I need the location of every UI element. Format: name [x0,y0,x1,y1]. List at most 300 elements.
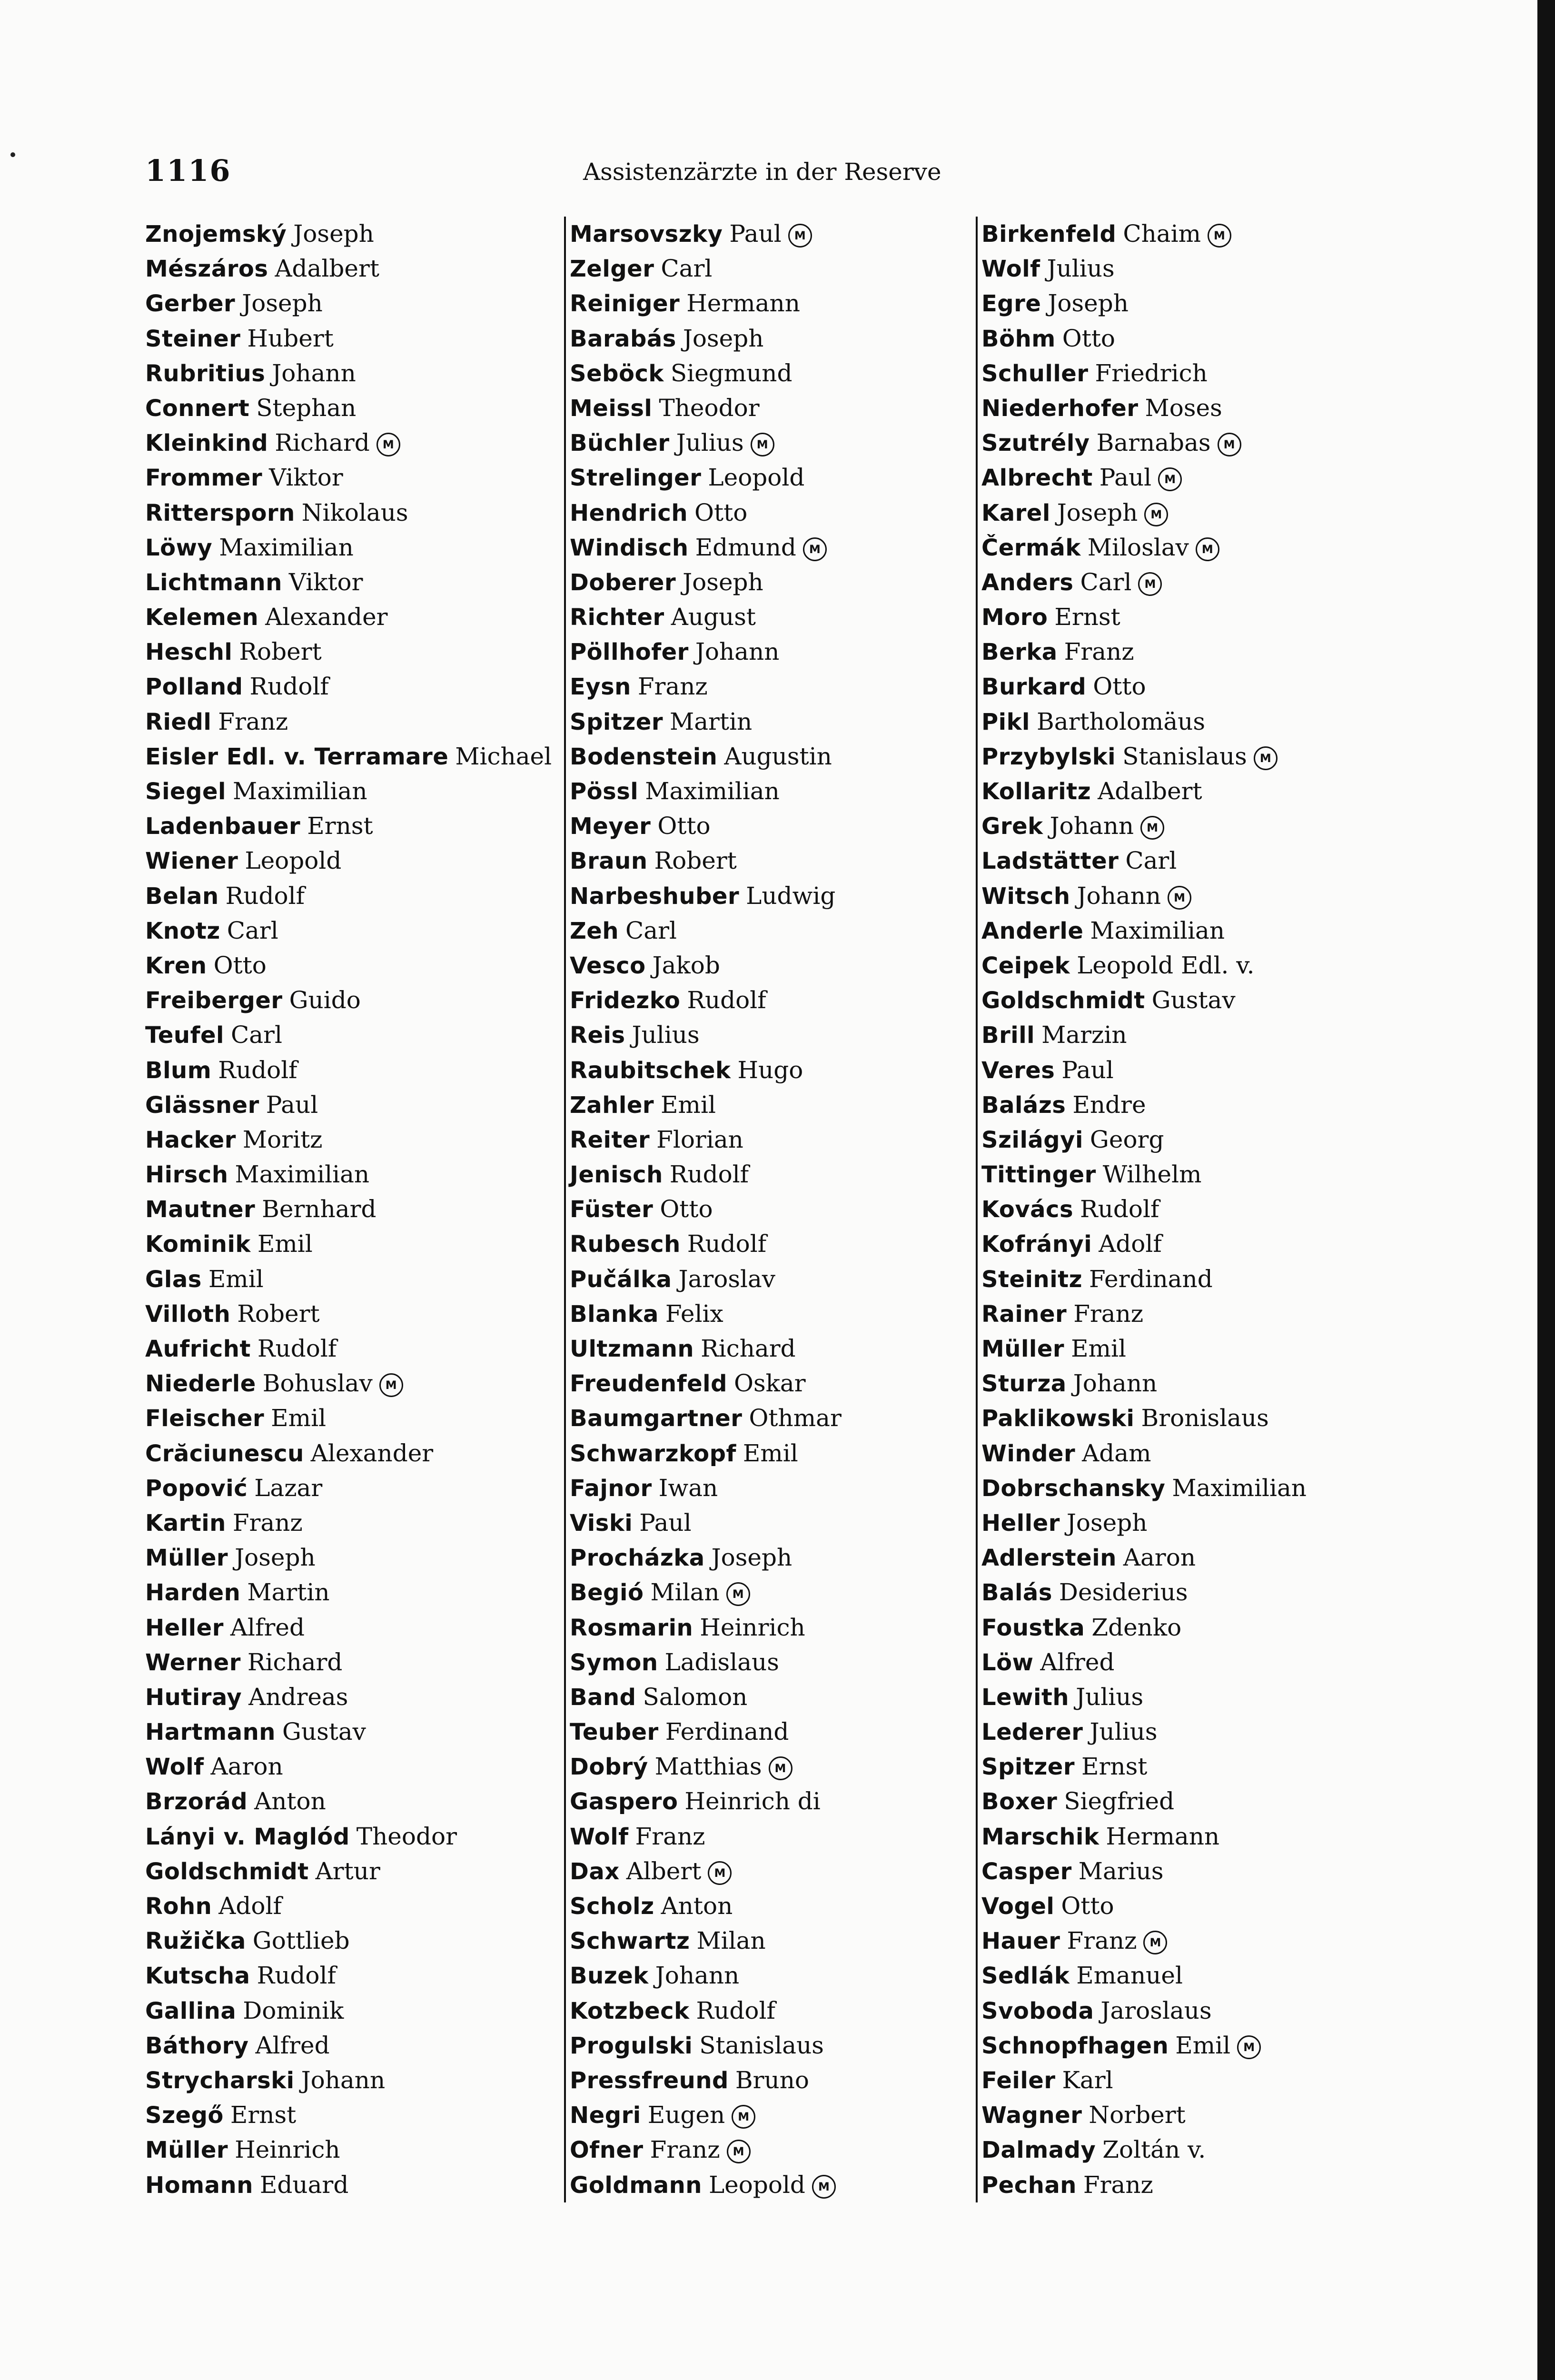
given-name: Hermann [686,289,800,317]
surname: Szilágyi [981,1126,1083,1153]
given-name: Otto [660,1195,713,1223]
name-entry [570,2028,842,2063]
name-entry [145,669,552,704]
given-name: Viktor [288,568,363,596]
given-name: Bruno [735,2066,810,2094]
name-entry [570,1958,842,1993]
surname: Böhm [981,325,1056,352]
surname: Spitzer [570,708,663,735]
name-entry [981,1401,1307,1436]
surname: Albrecht [981,465,1093,492]
surname: Marschik [981,1823,1099,1850]
surname: Ultzmann [570,1336,694,1362]
surname: Balázs [981,1091,1066,1119]
given-name: Ferdinand [665,1718,789,1746]
given-name: Marius [1078,1857,1164,1885]
name-entry [145,809,552,843]
given-name: Norbert [1089,2101,1186,2129]
surname: Ceipek [981,952,1070,979]
given-name: Dominik [243,1996,344,2024]
name-entry [981,1053,1307,1088]
name-entry [981,1122,1307,1157]
surname: Lichtmann [145,569,282,596]
surname: Gaspero [570,1788,678,1815]
given-name: Franz [650,2136,720,2164]
name-entry [570,1993,842,2028]
name-entry [570,1053,842,1088]
name-entry [145,1993,552,2028]
surname: Ružička [145,1928,246,1955]
given-name: Joseph [293,220,374,248]
name-entry [570,496,842,530]
given-name: Carl [1125,847,1177,875]
surname: Dalmady [981,2137,1096,2164]
given-name: Franz [218,707,288,735]
given-name: Friedrich [1095,359,1208,387]
given-name: Otto [1062,324,1116,352]
name-entry [145,1958,552,1993]
surname: Gallina [145,1997,237,2024]
given-name: Alfred [1040,1648,1115,1676]
given-name: Moses [1145,394,1222,422]
name-entry [981,1715,1307,1749]
given-name: Maximilian [235,1160,370,1189]
name-entry [570,460,842,495]
name-entry [145,2063,552,2098]
surname: Lewith [981,1684,1070,1711]
name-entry [570,1924,842,1958]
given-name: Anton [661,1892,733,1920]
name-entry [145,1645,552,1680]
given-name: Emil [271,1404,327,1432]
given-name: Paul [1099,464,1152,492]
name-entry [570,669,842,704]
surname: Wolf [981,256,1040,283]
name-entry [145,1924,552,1958]
name-entry [145,1088,552,1122]
given-name: Ladislaus [664,1648,779,1676]
name-entry [570,2098,842,2132]
surname: Reiter [570,1126,650,1153]
circled-m-icon: M [708,1861,732,1885]
surname: Jenisch [570,1161,663,1189]
given-name: Siegmund [670,359,792,387]
given-name: Franz [1083,2171,1153,2199]
name-entry [570,2168,842,2202]
given-name: Martin [247,1578,330,1606]
circled-m-icon: M [812,2175,836,2199]
circled-m-icon: M [727,2140,751,2163]
surname: Wiener [145,848,238,875]
surname: Kartin [145,1509,226,1537]
given-name: Otto [657,812,711,840]
name-entry [981,913,1307,948]
name-entry [570,600,842,635]
surname: Fridezko [570,987,681,1014]
surname: Schuller [981,360,1089,387]
given-name: Maximilian [219,533,354,561]
name-entry [570,635,842,669]
name-entry [981,948,1307,983]
surname: Svoboda [981,1997,1094,2024]
name-entry [981,1889,1307,1924]
surname: Balás [981,1579,1052,1606]
given-name: Johann [1077,882,1161,910]
surname: Büchler [570,430,670,457]
surname: Hartmann [145,1719,276,1746]
name-entry [570,843,842,878]
name-entry [981,1331,1307,1366]
name-entry [981,1018,1307,1052]
surname: Narbeshuber [570,883,740,910]
circled-m-icon: M [1254,746,1278,770]
surname: Eisler Edl. v. Terramare [145,743,449,770]
surname: Meyer [570,813,651,840]
given-name: Bohuslav [262,1369,373,1398]
name-entry [981,739,1307,774]
given-name: Zoltán v. [1102,2136,1206,2164]
name-entry [981,1192,1307,1227]
given-name: Rudolf [218,1056,297,1084]
surname: Kollaritz [981,778,1091,805]
surname: Spitzer [981,1754,1075,1781]
surname: Vesco [570,952,646,979]
name-entry [570,704,842,739]
name-entry [981,1540,1307,1575]
name-entry [570,1889,842,1924]
given-name: Theodor [356,1822,457,1850]
name-entry [145,2168,552,2202]
name-entry [981,2028,1307,2063]
given-name: Aaron [1123,1544,1196,1572]
given-name: Otto [694,498,748,526]
name-entry [981,251,1307,286]
surname: Lederer [981,1719,1083,1746]
given-name: Eugen [647,2101,725,2129]
given-name: Theodor [659,394,760,422]
page-number: 1116 [145,153,231,188]
given-name: Florian [656,1125,743,1153]
surname: Füster [570,1196,654,1223]
name-entry [570,1819,842,1854]
name-entry [570,1122,842,1157]
surname: Meissl [570,395,653,422]
surname: Progulski [570,2032,693,2059]
surname: Kleinkind [145,430,268,457]
given-name: Otto [1093,673,1146,701]
name-entry [570,1540,842,1575]
given-name: Franz [1067,1927,1137,1955]
given-name: Albert [626,1857,702,1885]
name-entry [145,356,552,391]
given-name: Rudolf [696,1996,775,2024]
given-name: Jaroslav [678,1265,776,1293]
name-entry [145,1715,552,1749]
given-name: Rudolf [249,673,329,701]
given-name: Carl [661,255,713,283]
name-entry [145,496,552,530]
name-entry [570,1262,842,1297]
given-name: Barnabas [1096,429,1211,457]
surname: Heller [145,1614,224,1641]
circled-m-icon: M [379,1373,403,1397]
name-entry [570,1401,842,1436]
given-name: Ernst [230,2101,297,2129]
given-name: Heinrich di [684,1787,821,1815]
surname: Veres [981,1057,1055,1084]
surname: Reis [570,1022,625,1049]
surname: Schnopfhagen [981,2032,1169,2059]
surname: Eysn [570,674,631,701]
name-entry [981,1297,1307,1331]
surname: Feiler [981,2067,1056,2094]
surname: Lányi v. Maglód [145,1823,350,1850]
name-entry [145,635,552,669]
given-name: Leopold [708,464,805,492]
circled-m-icon: M [1196,537,1219,561]
surname: Sturza [981,1370,1067,1398]
given-name: Paul [729,220,782,248]
surname: Braun [570,848,648,875]
name-entry [981,774,1307,809]
surname: Goldschmidt [981,987,1145,1014]
surname: Rohn [145,1893,212,1920]
name-entry [981,286,1307,321]
given-name: Rudolf [669,1160,749,1189]
surname: Schwarzkopf [570,1440,736,1467]
given-name: Alfred [255,2031,330,2059]
surname: Teuber [570,1719,659,1746]
given-name: Julius [1089,1718,1158,1746]
name-entry [570,530,842,565]
name-entry [570,879,842,913]
name-entry [145,1854,552,1889]
surname: Ofner [570,2137,644,2164]
surname: Kovács [981,1196,1074,1223]
surname: Teufel [145,1022,224,1049]
name-entry [981,321,1307,356]
name-entry [570,391,842,426]
given-name: Franz [637,673,708,701]
given-name: Hermann [1106,1822,1220,1850]
surname: Niederle [145,1370,256,1398]
surname: Karel [981,499,1050,526]
surname: Rainer [981,1300,1067,1328]
name-entry [981,635,1307,669]
given-name: Joseph [683,324,764,352]
surname: Berka [981,639,1058,666]
circled-m-icon: M [1138,572,1162,596]
name-entry [981,460,1307,495]
name-entry [145,217,552,251]
name-entry [981,1610,1307,1645]
given-name: Rudolf [257,1962,337,1990]
surname: Buzek [570,1963,649,1990]
surname: Raubitschek [570,1057,731,1084]
name-entry [145,600,552,635]
name-entry [145,2132,552,2167]
name-entry [145,1157,552,1192]
surname: Vogel [981,1893,1055,1920]
given-name: Joseph [683,568,763,596]
surname: Zeh [570,917,619,944]
given-name: Joseph [235,1544,316,1572]
surname: Müller [145,1545,228,1572]
surname: Gerber [145,290,236,317]
surname: Blum [145,1057,212,1084]
given-name: Othmar [749,1404,842,1432]
given-name: Ferdinand [1089,1265,1213,1293]
name-entry [145,774,552,809]
surname: Báthory [145,2032,249,2059]
name-entry [981,1784,1307,1819]
name-entry [981,2063,1307,2098]
name-entry [981,843,1307,878]
given-name: Robert [237,1299,320,1328]
surname: Tittinger [981,1161,1096,1189]
surname: Frommer [145,465,263,492]
name-entry [145,1227,552,1261]
given-name: Augustin [724,742,832,770]
name-entry [981,426,1307,460]
given-name: Carl [1080,568,1132,596]
margin-dot [10,152,15,157]
circled-m-icon: M [1208,224,1231,248]
name-entry [981,1680,1307,1715]
name-entry [145,1122,552,1157]
name-entry [981,1436,1307,1471]
name-entry [981,217,1307,251]
given-name: Ludwig [746,882,836,910]
given-name: Julius [632,1021,700,1049]
surname: Zahler [570,1091,654,1119]
surname: Kofrányi [981,1231,1092,1258]
surname: Werner [145,1649,241,1676]
surname: Riedl [145,708,212,735]
given-name: Richard [247,1648,343,1676]
surname: Szegő [145,2102,224,2129]
scan-edge [1537,0,1555,2380]
name-entry [145,251,552,286]
name-entry [981,1854,1307,1889]
surname: Ladstätter [981,848,1119,875]
given-name: Bronislaus [1141,1404,1269,1432]
surname: Čermák [981,534,1081,561]
name-entry [570,1575,842,1610]
name-entry [570,2132,842,2167]
surname: Reiniger [570,290,680,317]
given-name: Aaron [210,1753,283,1781]
name-column-3 [976,217,1307,2202]
surname: Grek [981,813,1043,840]
surname: Boxer [981,1788,1058,1815]
name-entry [145,1401,552,1436]
name-entry [570,565,842,600]
name-entry [570,1157,842,1192]
name-entry [981,530,1307,565]
surname: Fleischer [145,1405,265,1432]
surname: Müller [981,1336,1065,1362]
given-name: Anton [254,1787,326,1815]
given-name: Johann [272,359,356,387]
name-entry [570,426,842,460]
name-entry [570,217,842,251]
surname: Homann [145,2172,253,2199]
surname: Steinitz [981,1266,1083,1293]
given-name: Rudolf [687,986,766,1014]
name-entry [570,2063,842,2098]
circled-m-icon: M [1237,2035,1261,2059]
given-name: Milan [650,1578,720,1606]
name-entry [570,739,842,774]
name-entry [145,1471,552,1506]
given-name: Heinrich [700,1613,805,1641]
given-name: Julius [676,429,744,457]
given-name: Paul [639,1508,692,1537]
surname: Heller [981,1509,1060,1537]
surname: Paklikowski [981,1405,1135,1432]
given-name: Wilhelm [1102,1160,1202,1189]
surname: Mészáros [145,256,268,283]
name-entry [981,496,1307,530]
surname: Kotzbeck [570,1997,690,2024]
name-entry [570,286,842,321]
surname: Kelemen [145,604,259,631]
given-name: Franz [635,1822,705,1850]
name-entry [570,1471,842,1506]
name-entry [570,983,842,1018]
surname: Goldmann [570,2172,702,2199]
given-name: Joseph [711,1544,792,1572]
given-name: Otto [213,951,267,979]
given-name: Emanuel [1076,1962,1183,1990]
surname: Niederhofer [981,395,1139,422]
given-name: Emil [1071,1335,1126,1362]
surname: Schwartz [570,1928,690,1955]
name-entry [981,1262,1307,1297]
given-name: Maximilian [1172,1474,1307,1502]
given-name: Emil [743,1439,798,1467]
name-entry [145,704,552,739]
given-name: Chaim [1123,220,1201,248]
given-name: Lazar [254,1474,323,1502]
given-name: Salomon [643,1683,748,1711]
surname: Pössl [570,778,639,805]
name-entry [145,1610,552,1645]
surname: Bodenstein [570,743,718,770]
circled-m-icon: M [726,1582,750,1606]
surname: Harden [145,1579,241,1606]
surname: Knotz [145,917,220,944]
surname: Hauer [981,1928,1060,1955]
surname: Symon [570,1649,658,1676]
surname: Hirsch [145,1161,228,1189]
surname: Band [570,1684,636,1711]
surname: Mautner [145,1196,256,1223]
given-name: Johann [1050,812,1134,840]
surname: Znojemský [145,221,287,248]
given-name: Maximilian [645,777,780,805]
given-name: Edmund [695,533,796,561]
given-name: Artur [315,1857,380,1885]
surname: Viski [570,1509,633,1537]
name-entry [145,391,552,426]
name-entry [145,1331,552,1366]
given-name: Nikolaus [301,498,408,526]
name-entry [145,1297,552,1331]
given-name: Michael [455,742,552,770]
name-entry [145,739,552,774]
